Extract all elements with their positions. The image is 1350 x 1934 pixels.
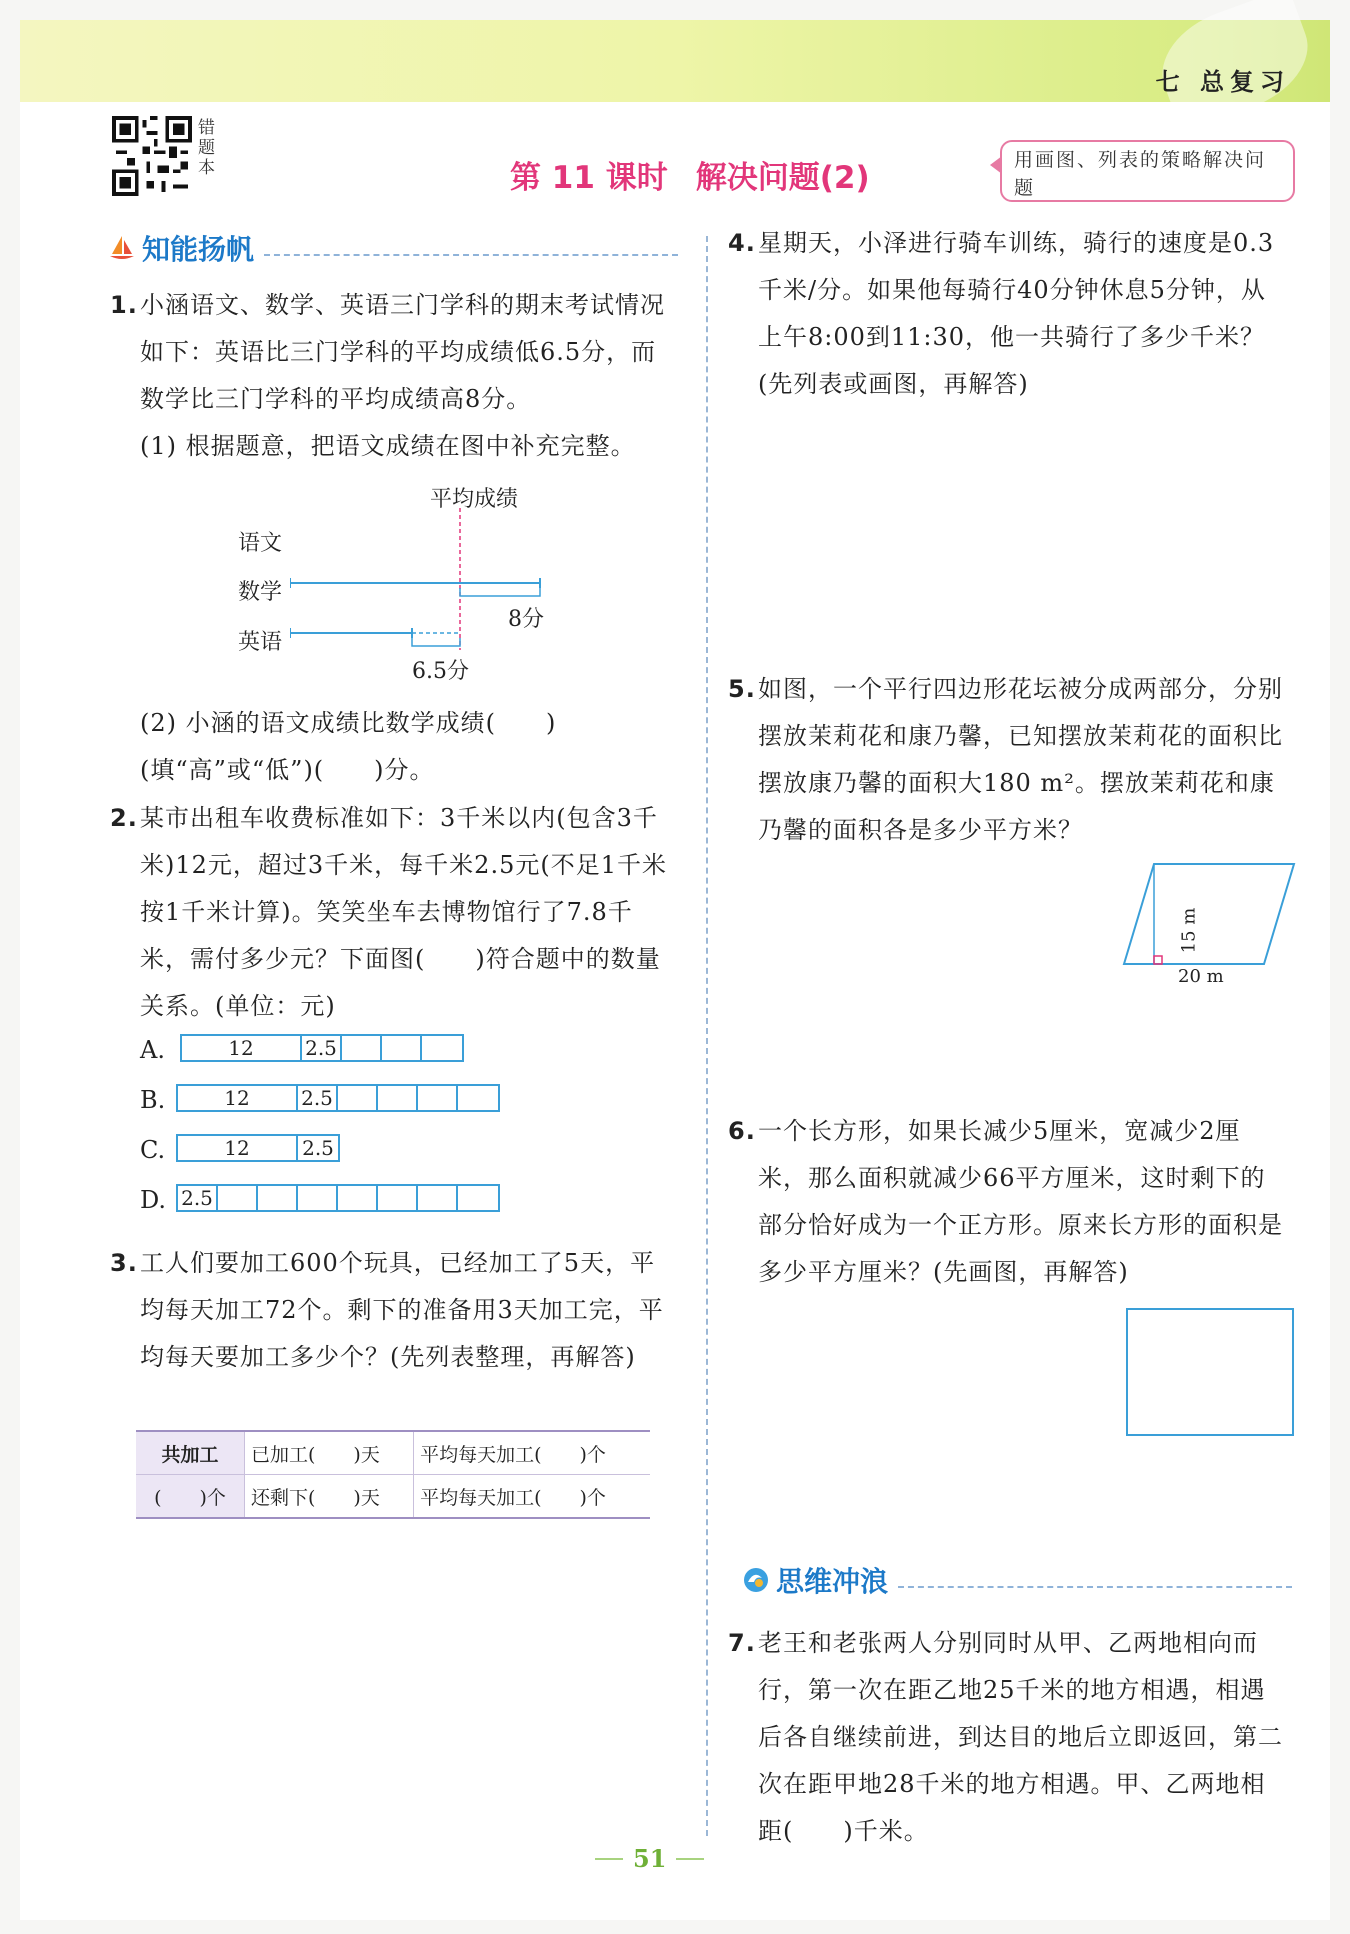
question-4 <box>728 220 1288 408</box>
math-difference-bracket <box>460 588 540 596</box>
question-1-part1: (1) 根据题意，把语文成绩在图中补充完整。 <box>140 432 636 460</box>
question-2 <box>110 795 680 1030</box>
sailboat-icon <box>108 234 136 262</box>
math-diff-label: 8分 <box>508 607 544 632</box>
question-7-text: 老王和老张两人分别同时从甲、乙两地相向而行，第一次在距乙地25千米的地方相遇，相遇后各自继续前进，到达目的地后立即返回，第二次在距甲地28千米的地方相遇。甲、乙两地相距( )千米。 <box>758 1629 1283 1845</box>
question-6-number: 6. <box>728 1117 756 1145</box>
question-3 <box>110 1240 680 1381</box>
option-b-cell <box>458 1086 498 1110</box>
strategy-callout: 用画图、列表的策略解决问题 <box>1000 140 1295 202</box>
column-divider <box>706 236 708 1836</box>
wave-icon <box>742 1566 770 1594</box>
workbook-page <box>20 20 1330 1920</box>
parallelogram <box>1124 864 1294 964</box>
option-b-cell <box>418 1086 458 1110</box>
question-7-number: 7. <box>728 1629 756 1657</box>
qr-code-icon[interactable] <box>112 116 192 196</box>
option-d-cell <box>338 1186 378 1210</box>
q3-table-cell[interactable]: 还剩下( )天 <box>245 1475 414 1519</box>
row-chinese-label: 语文 <box>238 531 283 556</box>
question-1-number: 1. <box>110 291 138 319</box>
option-d-cell <box>218 1186 258 1210</box>
option-a-cell <box>422 1036 462 1060</box>
q3-table-cell[interactable]: 平均每天加工( )个 <box>420 1443 606 1466</box>
question-4-text: 星期天，小泽进行骑车训练，骑行的速度是0.3千米/分。如果他每骑行40分钟休息5分钟，从上午8:00到11:30，他一共骑行了多少千米？(先列表或画图，再解答) <box>758 229 1275 398</box>
section-tag: 七 总复习 <box>1155 68 1290 96</box>
option-a-cell <box>342 1036 382 1060</box>
section-basic-header <box>108 228 678 268</box>
question-5-number: 5. <box>728 675 756 703</box>
option-c-cell: 12 <box>178 1136 298 1160</box>
question-7 <box>728 1620 1288 1855</box>
avg-score-label: 平均成绩 <box>430 487 519 512</box>
option-d-bar[interactable] <box>176 1184 500 1212</box>
row-english-label: 英语 <box>238 630 283 655</box>
rectangle-drawing-box[interactable] <box>1126 1308 1294 1436</box>
question-1 <box>110 282 680 470</box>
q3-table-head-bottom[interactable]: ( )个 <box>136 1475 245 1519</box>
question-2-number: 2. <box>110 804 138 832</box>
option-b-cell: 12 <box>178 1086 298 1110</box>
section-challenge-header <box>742 1560 1292 1600</box>
english-difference-bracket <box>412 638 460 646</box>
q3-table-cell[interactable]: 平均每天加工( )个 <box>420 1486 606 1509</box>
option-c-label[interactable]: C. <box>140 1136 166 1164</box>
question-2-text: 某市出租车收费标准如下：3千米以内(包含3千米)12元，超过3千米，每千米2.5元(不足1千米按1千米计算)。笑笑坐车去博物馆行了7.8千米，需付多少元？下面图( )符合题中的数量关系。(单位：元) <box>140 804 667 1020</box>
question-1-part2: (2) 小涵的语文成绩比数学成绩( )(填“高”或“低”)( )分。 <box>140 709 557 784</box>
section-basic-title: 知能扬帆 <box>142 233 255 266</box>
english-diff-label: 6.5分 <box>412 659 469 684</box>
option-d-label[interactable]: D. <box>140 1186 167 1214</box>
lesson-number: 第 11 课时 <box>510 160 668 196</box>
option-a-cell <box>382 1036 422 1060</box>
option-a-cell: 12 <box>182 1036 302 1060</box>
option-b-cell <box>378 1086 418 1110</box>
option-b-cell <box>338 1086 378 1110</box>
question-5-text: 如图，一个平行四边形花坛被分成两部分，分别摆放茉莉花和康乃馨，已知摆放茉莉花的面积比摆放康乃馨的面积大180 m²。摆放茉莉花和康乃馨的面积各是多少平方米？ <box>758 675 1283 844</box>
option-c-bar[interactable] <box>176 1134 340 1162</box>
option-b-label[interactable]: B. <box>140 1086 166 1114</box>
q3-table-head-top: 共加工 <box>136 1431 245 1475</box>
option-a-cell: 2.5 <box>302 1036 342 1060</box>
question-4-number: 4. <box>728 229 756 257</box>
option-d-cell: 2.5 <box>178 1186 218 1210</box>
option-d-cell <box>258 1186 298 1210</box>
option-a-label[interactable]: A. <box>140 1036 165 1064</box>
option-d-cell <box>418 1186 458 1210</box>
header-band <box>20 20 1330 102</box>
right-angle-mark <box>1154 956 1162 964</box>
question-3-text: 工人们要加工600个玩具，已经加工了5天，平均每天加工72个。剩下的准备用3天加工完，平均每天要加工多少个？(先列表整理，再解答) <box>140 1249 664 1371</box>
option-d-cell <box>378 1186 418 1210</box>
option-a-bar[interactable] <box>180 1034 464 1062</box>
lesson-title <box>510 152 870 197</box>
option-b-bar[interactable] <box>176 1084 500 1112</box>
question-6-text: 一个长方形，如果长减少5厘米，宽减少2厘米，那么面积就减少66平方厘米，这时剩下的部分恰好成为一个正方形。原来长方形的面积是多少平方厘米？(先画图，再解答) <box>758 1117 1283 1286</box>
q3-organize-table <box>136 1430 650 1519</box>
qr-label: 错题本 <box>198 118 215 178</box>
question-5 <box>728 666 1288 854</box>
option-c-cell: 2.5 <box>302 1136 334 1160</box>
option-b-cell: 2.5 <box>298 1086 338 1110</box>
lesson-name: 解决问题(2) <box>695 160 870 196</box>
question-6 <box>728 1108 1288 1296</box>
row-math-label: 数学 <box>238 580 283 605</box>
base-label: 20 m <box>1178 966 1224 987</box>
section-challenge-title: 思维冲浪 <box>776 1565 889 1598</box>
page-number: 51 <box>633 1844 667 1873</box>
option-d-cell <box>298 1186 338 1210</box>
option-d-cell <box>458 1186 498 1210</box>
question-3-number: 3. <box>110 1249 138 1277</box>
question-1-text: 小涵语文、数学、英语三门学科的期末考试情况如下：英语比三门学科的平均成绩低6.5分，而数学比三门学科的平均成绩高8分。 <box>140 291 665 413</box>
height-label: 15 m <box>1178 907 1200 954</box>
section-basic-rule <box>264 254 678 256</box>
q3-table-cell[interactable]: 已加工( )天 <box>245 1431 414 1475</box>
section-challenge-rule <box>898 1586 1292 1588</box>
